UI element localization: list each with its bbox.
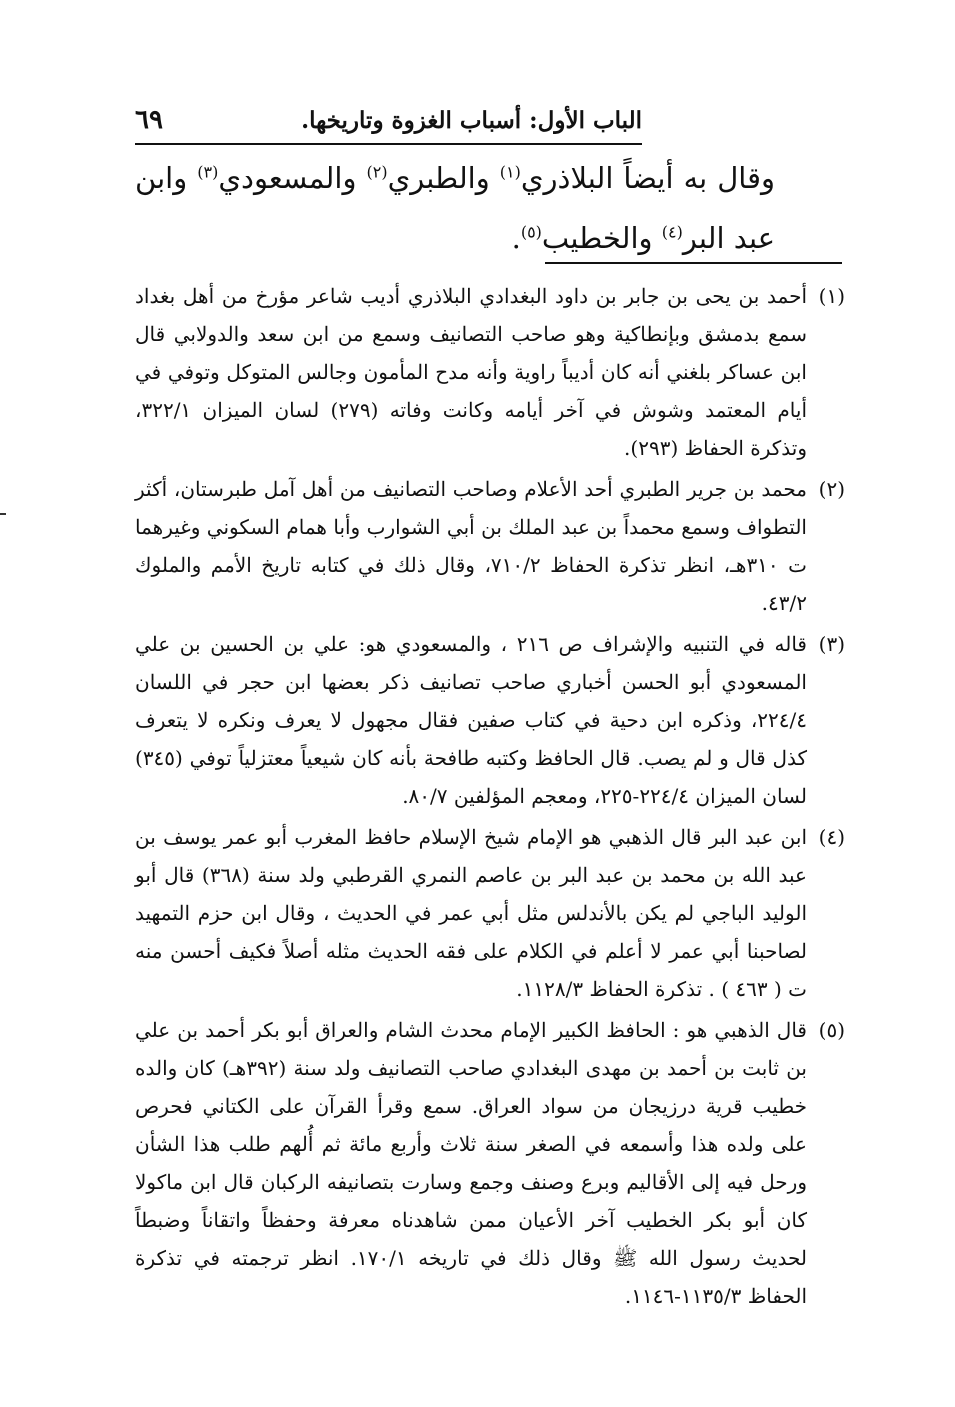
body-text-segment: والطبري bbox=[387, 161, 500, 195]
footnote-ref: (٢) bbox=[366, 162, 388, 182]
footnote bbox=[135, 470, 845, 622]
footnote bbox=[135, 818, 845, 1008]
footnote bbox=[135, 1011, 845, 1315]
footnote-ref: (٥) bbox=[520, 222, 542, 242]
footnote-number: (٣) bbox=[818, 632, 845, 656]
footnotes-section bbox=[135, 277, 845, 1318]
footnote-number: (١) bbox=[818, 284, 845, 308]
footnote-text: محمد بن جرير الطبري أحد الأعلام وصاحب التصانيف من أهل آمل طبرستان، أكثر التطواف وسمع محمداً بن عبد الملك بن أبي الشوارب وأبا همام السكوني وغيرهما ت ٣١٠هـ، انظر تذكرة الحفاظ ٧١٠/٢، وقال ذلك في كتابه تاريخ الأمم والملوك ٤٣/٢. bbox=[135, 477, 807, 615]
footnote-text: قاله في التنبيه والإشراف ص ٢١٦ ، والمسعودي هو: علي بن الحسين بن علي المسعودي أبو الحسن أخباري صاحب تصانيف ذكر بعضها ابن حجر في اللسان ٢٢٤/٤، وذكره ابن دحية في كتاب صفين فقال مجهول لا يعرف ونكره لا يتعرف كذل قال و لم يصب. قال الحافظ وكتبه طافحة بأنه كان شيعياً معتزلياً توفي (٣٤٥) لسان الميزان ٢٢٤/٤-٢٢٥، ومعجم المؤلفين ٨٠/٧. bbox=[135, 632, 807, 808]
footnote bbox=[135, 625, 845, 815]
page-number: ٦٩ bbox=[135, 105, 163, 135]
footnote-separator bbox=[545, 262, 842, 264]
body-text-segment: . bbox=[511, 221, 521, 255]
footnote-ref: (١) bbox=[499, 162, 521, 182]
body-text-segment: والمسعودي bbox=[218, 161, 367, 195]
body-text-segment: وابن عبد البر bbox=[135, 161, 775, 255]
footnote-ref: (٣) bbox=[197, 162, 219, 182]
footnote-number: (٥) bbox=[818, 1018, 845, 1042]
running-header bbox=[135, 103, 642, 145]
body-text-segment: والخطيب bbox=[541, 221, 662, 255]
scan-margin-mark bbox=[0, 513, 6, 515]
body-text-segment: وقال به أيضاً البلاذري bbox=[520, 161, 775, 195]
footnote-number: (٢) bbox=[818, 477, 845, 501]
footnote-text: قال الذهبي هو : الحافظ الكبير الإمام محدث الشام والعراق أبو بكر أحمد بن علي بن ثابت بن أحمد بن مهدى البغدادي صاحب التصانيف ولد سنة (٣٩٢هـ) كان والده خطيب قرية درزيجان من سواد العراق. سمع وقرأ القرآن على الكتاني فحرص على ولده هذا وأسمعه في الصغر سنة ثلاث وأربع مائة ثم أُلهم طلب هذا الشأن ورحل فيه إلى الأقاليم وبرع وصنف وجمع وسارت بتصانيفه الركبان قال ابن ماكولا كان أبو بكر الخطيب آخر الأعيان ممن شاهدناه معرفة وحفظاً واتقاناً وضبطاً لحديث رسول الله ﷺ وقال ذلك في تاريخه ١٧٠/١. انظر ترجمته في تذكرة الحفاظ ١١٣٥/٣-١١٤٦. bbox=[135, 1018, 807, 1308]
footnote bbox=[135, 277, 845, 467]
footnote-ref: (٤) bbox=[661, 222, 683, 242]
footnote-text: أحمد بن يحى بن جابر بن داود البغدادي البلاذري أديب شاعر مؤرخ من أهل بغداد سمع بدمشق وبإنطاكية وهو صاحب التصانيف وسمع من ابن سعد والدولابي قال ابن عساكر بلغني أنه كان أديباً راوية وأنه مدح المأمون وجالس المتوكل وتوفي في أيام المعتمد وشوش في آخر أيامه وكانت وفاته (٢٧٩) لسان الميزان ٣٢٢/١، وتذكرة الحفاظ (٢٩٣). bbox=[135, 284, 807, 460]
footnote-text: ابن عبد البر قال الذهبي هو الإمام شيخ الإسلام حافظ المغرب أبو عمر يوسف بن عبد الله بن محمد بن عبد البر بن عاصم النمري القرطبي ولد سنة (٣٦٨) قال أبو الوليد الباجي لم يكن بالأندلس مثل أبي عمر في الحديث ، وقال ابن حزم التمهيد لصاحبنا أبي عمر لا أعلم في الكلام على فقه الحديث مثله أصلاً فكيف أحسن منه ت ( ٤٦٣ ) . تذكرة الحفاظ ١١٢٨/٣. bbox=[135, 825, 807, 1001]
footnote-number: (٤) bbox=[818, 825, 845, 849]
chapter-title: الباب الأول: أسباب الغزوة وتاريخها. bbox=[301, 107, 642, 134]
main-paragraph bbox=[135, 148, 775, 268]
